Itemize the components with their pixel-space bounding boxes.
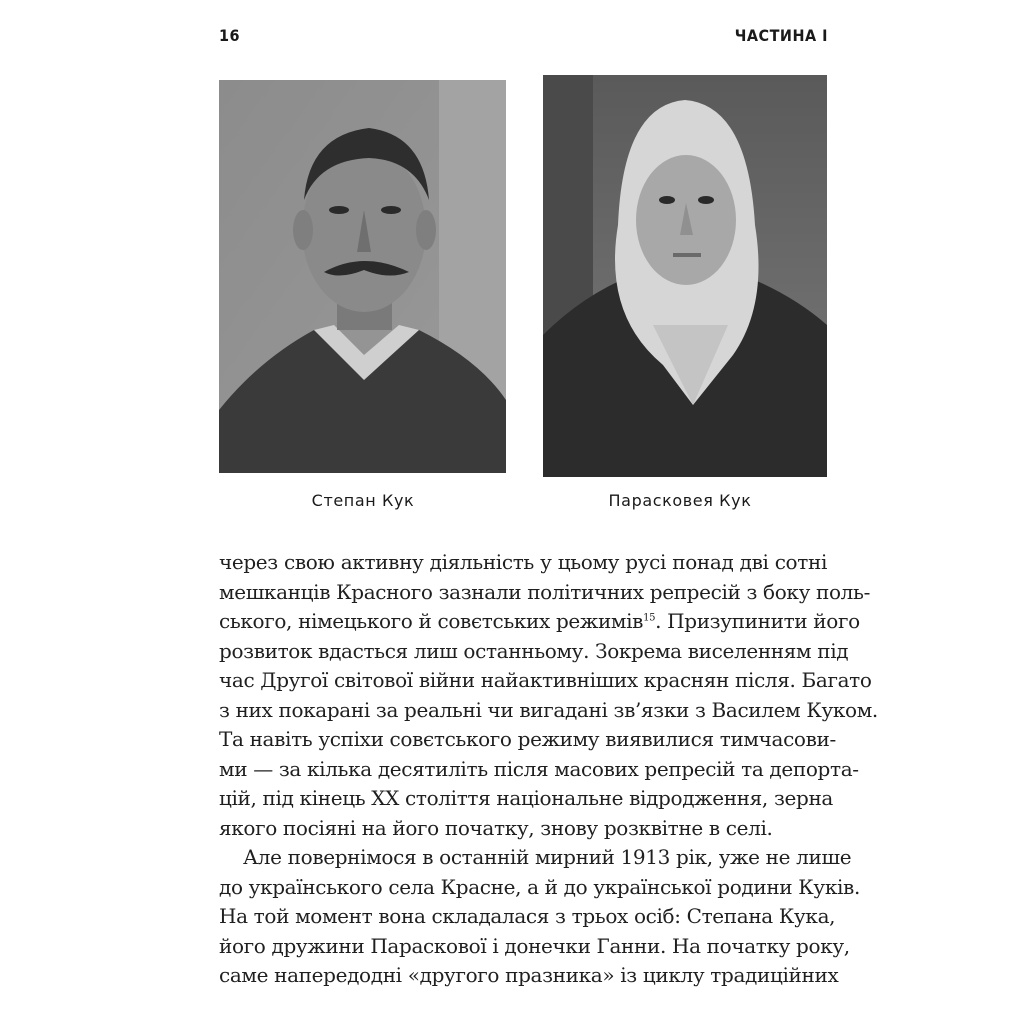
portrait-photo-stepan [219, 80, 506, 473]
text-line: його дружини Параскової і донечки Ганни. На початку року, [219, 933, 850, 958]
text-line: час Другої світової війни найактивніших краснян після. Багато [219, 668, 872, 692]
text-fragment: ського, німецького й совєтських режимів [219, 609, 644, 633]
text-line: через свою активну діяльність у цьому русі понад дві сотні [219, 550, 827, 574]
text-line: На той момент вона складалася з трьох осіб: Степана Кука, [219, 904, 836, 928]
text-line: Але повернімося в останній мирний 1913 рік, уже не лише [243, 845, 852, 869]
page-number: 16 [219, 26, 241, 45]
text-line: до українського села Красне, а й до української родини Куків. [219, 874, 860, 899]
text-line: ми — за кілька десятиліть після масових репресій та депорта- [219, 756, 859, 781]
body-text [219, 548, 878, 991]
text-line: якого посіяні на його початку, знову розквітне в селі. [219, 815, 773, 840]
footnote-reference: 15 [643, 612, 656, 624]
caption-paraskoveia: Парасковея Кук [608, 491, 752, 510]
text-line: Та навіть успіхи совєтського режиму виявилися тимчасови- [219, 727, 836, 751]
text-line: розвиток вдасться лиш останньому. Зокрема виселенням під [219, 638, 849, 663]
text-line: цій, під кінець XX століття національне відродження, зерна [219, 786, 833, 810]
text-fragment: . Призупинити його [655, 609, 860, 633]
caption-stepan: Степан Кук [311, 491, 415, 510]
portrait-photo-paraskoveia [543, 75, 827, 477]
section-title: ЧАСТИНА І [734, 26, 828, 45]
text-line [219, 607, 860, 637]
text-line: саме напередодні «другого празника» із циклу традиційних [219, 963, 839, 987]
text-line: мешканців Красного зазнали політичних репресій з боку поль- [219, 579, 870, 604]
text-line: з них покарані за реальні чи вигадані зв’язки з Василем Куком. [219, 697, 878, 722]
